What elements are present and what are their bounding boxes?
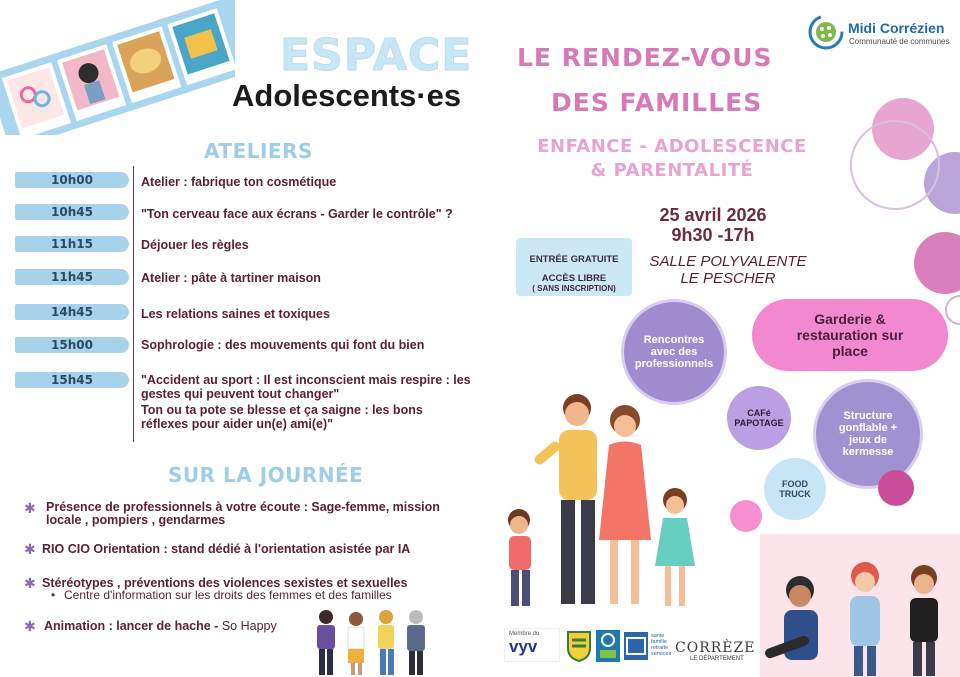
flower-bullet-icon: ✱ [24,619,36,635]
journee-item: Présence de professionnels à votre écoute : Sage-femme, mission locale , pompiers , gendarmes [46,500,440,527]
ateliers-title: ATELIERS [204,139,313,163]
flower-bullet-icon: ✱ [24,501,36,517]
family-illustration [485,390,715,620]
midi-correzien-logo-icon [808,14,844,50]
atelier-label: Atelier : pâte à tartiner maison [141,271,321,285]
atelier-time: 15h00 [15,337,129,353]
atelier-time: 15h45 [15,372,129,388]
decor-circle [878,470,914,506]
decor-circle [914,232,960,294]
correze-logo: CORRÈZE [675,640,756,656]
vyv-name: vyv [509,637,538,656]
msa-text [651,633,671,657]
adults-group-illustration [308,605,438,677]
caf-logo-icon [596,630,620,662]
journee-item: Stéréotypes , préventions des violences sexistes et sexuelles [42,576,408,590]
journee-title: SUR LA JOURNÉE [168,463,364,487]
vyv-logo [504,628,560,662]
timeline-divider [133,166,134,442]
atelier-time: 11h45 [15,269,129,285]
event-venue-line2: LE PESCHER [680,270,776,287]
event-subtitle-line1: ENFANCE - ADOLESCENCE [537,136,807,157]
correze-sub: LE DÉPARTEMENT [690,656,744,662]
journee-item-text: Animation : lancer de hache - [44,619,222,633]
shield-crest-icon [566,630,592,662]
cafe-line1: CAFé [747,408,771,418]
cafe-bubble [727,386,791,450]
decor-circle [730,500,762,532]
msa-logo-icon [624,632,648,660]
atelier-time: 11h15 [15,236,129,252]
logo-name: Midi Corrézien [848,20,945,36]
atelier-label: Sophrologie : des mouvements qui font du bien [141,338,425,352]
garderie-text: Garderie & restauration sur place [796,311,904,359]
structure-bubble: Structure gonflable + jeux de kermesse [816,382,920,486]
journee-subitem: Centre d'information sur les droits des femmes et des familles [64,588,392,602]
acces-sub: ( SANS INSCRIPTION) [532,284,616,293]
decor-ring [850,120,940,210]
atelier-label: Déjouer les règles [141,238,249,252]
msa-line2: famille [651,639,667,645]
decor-circle [945,295,960,325]
journee-item-extra: So Happy [221,619,277,633]
food-line1: FOOD [782,479,808,489]
teens-illustration [760,534,960,677]
vyv-membre: Membre du [509,631,540,637]
msa-line4: services [651,651,672,657]
entree-gratuite: ENTRÉE GRATUITE [529,254,619,265]
msa-line1: santé [651,633,665,639]
acces-libre: ACCÈS LIBRE [541,273,607,284]
atelier-time: 10h00 [15,172,129,188]
atelier-label: Les relations saines et toxiques [141,307,330,321]
atelier-label-secondary: Ton ou ta pote se blesse et ça saigne : les bons réflexes pour aider un(e) ami(e)" [141,403,423,431]
photo-collage [0,0,235,135]
adolescents-title: Adolescents·es [232,78,462,113]
event-venue-line1: SALLE POLYVALENTE [649,253,807,270]
flower-bullet-icon: ✱ [24,542,36,558]
journee-item [44,620,277,633]
event-subtitle-line2: & PARENTALITÉ [590,160,754,181]
atelier-time: 14h45 [15,304,129,320]
logo-tagline: Communauté de communes [849,37,950,46]
event-hours: 9h30 -17h [671,225,755,245]
espace-title: ESPACE [280,30,473,81]
event-date: 25 avril 2026 [659,205,767,225]
event-title-line2: DES FAMILLES [551,88,763,117]
journee-subitem-bullet: • [51,588,56,602]
atelier-label: "Accident au sport : Il est inconscient mais respire : les gestes qui peuvent tout changer" [141,373,471,401]
cafe-line2: PAPOTAGE [734,418,784,428]
rencontres-bubble: Rencontres avec des professionnels [624,302,724,402]
atelier-label: "Ton cerveau face aux écrans - Garder le contrôle" ? [141,207,453,221]
atelier-label: Atelier : fabrique ton cosmétique [141,175,337,189]
food-line2: TRUCK [779,489,811,499]
event-title-line1: LE RENDEZ-VOUS [517,43,773,72]
atelier-time: 10h45 [15,204,129,220]
journee-item: RIO CIO Orientation : stand dédié à l'orientation asistée par IA [42,542,411,556]
msa-line3: retraite [651,645,669,651]
food-truck-bubble [764,458,826,520]
flower-bullet-icon: ✱ [24,576,36,592]
